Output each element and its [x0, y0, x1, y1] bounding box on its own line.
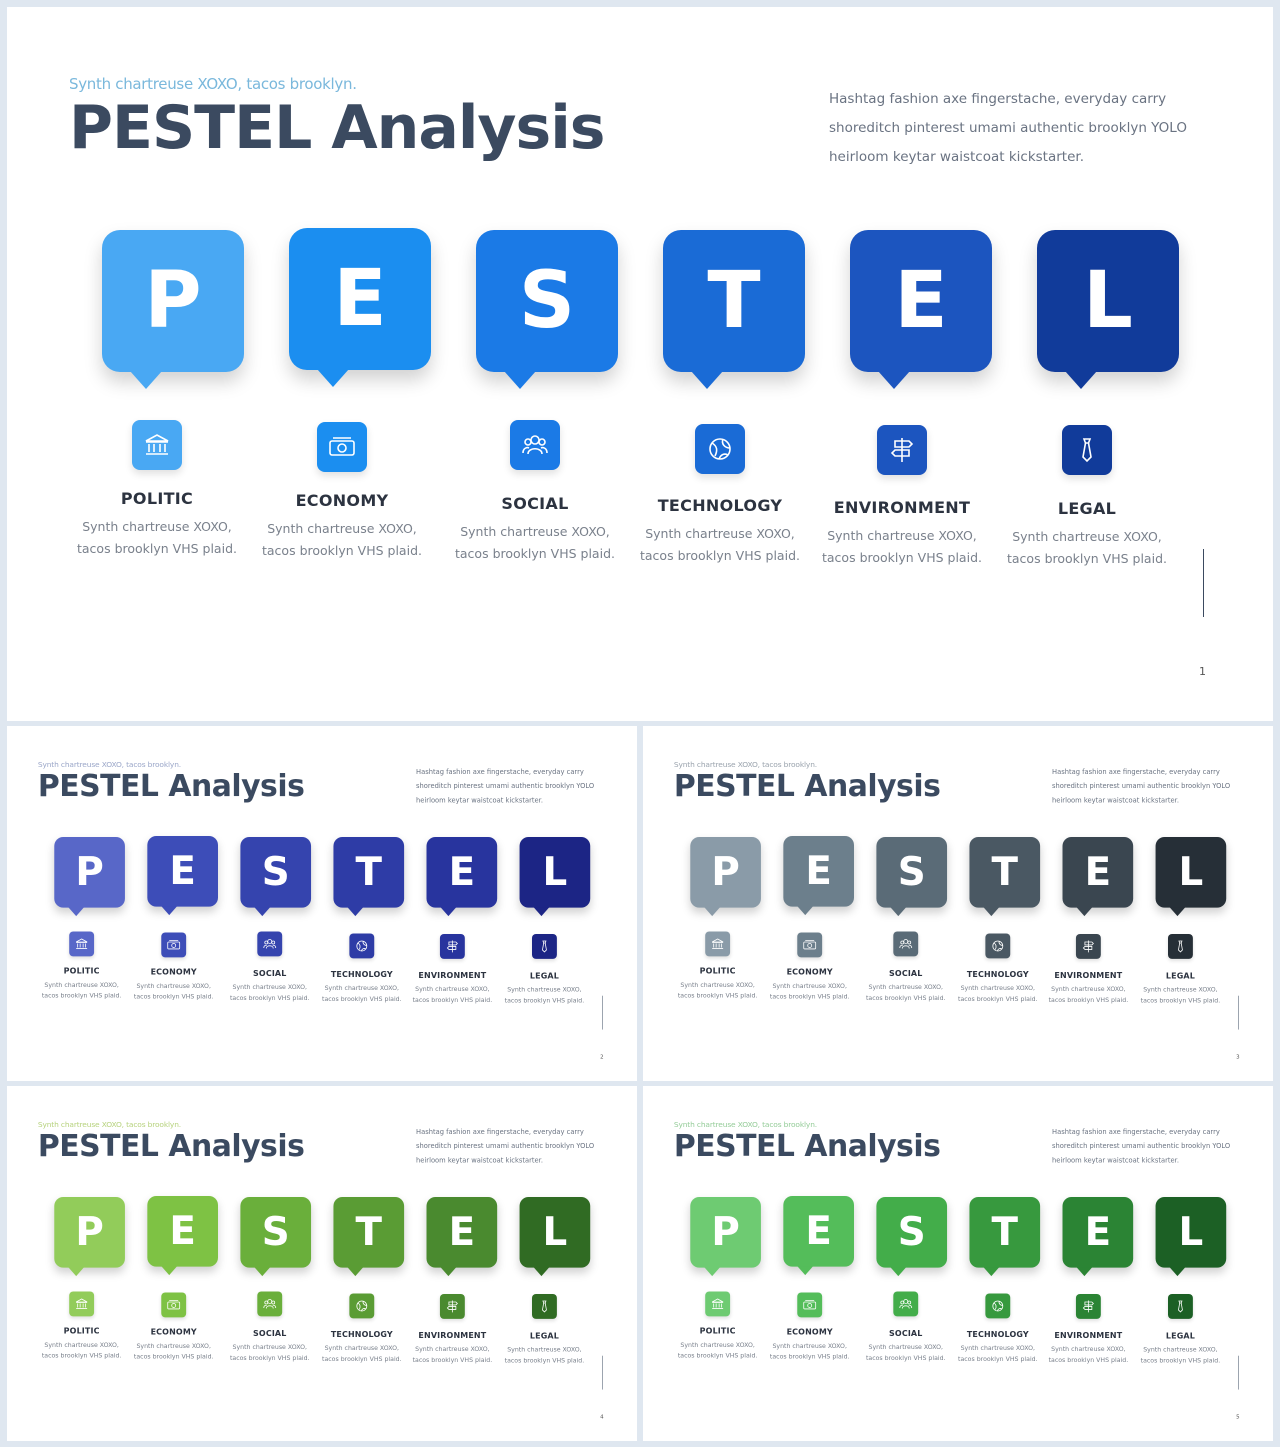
- pestel-card-social: [876, 837, 947, 908]
- pestel-text: Synth chartreuse XOXO, tacos brooklyn VHS plaid.: [455, 524, 615, 561]
- pestel-text: Synth chartreuse XOXO, tacos brooklyn VHS plaid.: [322, 984, 402, 1003]
- pestel-card-economy: [783, 1196, 854, 1267]
- slide-description: Hashtag fashion axe fingerstache, everyday carry shoreditch pinterest umami authentic brooklyn YOLO heirloom keytar waistcoat kickstarter.: [829, 91, 1187, 165]
- pestel-label: LEGAL: [1165, 1330, 1195, 1341]
- pestel-letter: S: [261, 849, 290, 895]
- people-icon: [893, 932, 918, 957]
- page-number: 5: [1236, 1413, 1240, 1420]
- pestel-letter: P: [75, 849, 104, 895]
- pestel-card-technology: [969, 1197, 1040, 1268]
- bank-icon: [705, 932, 730, 957]
- pestel-text: Synth chartreuse XOXO, tacos brooklyn VHS plaid.: [229, 983, 310, 1002]
- pestel-card-environment: [427, 1197, 498, 1268]
- pestel-letter: L: [1178, 849, 1204, 895]
- people-icon: [893, 1292, 918, 1317]
- pestel-letter: E: [169, 1208, 196, 1254]
- pestel-letter: E: [805, 1208, 832, 1254]
- pestel-label: ECONOMY: [786, 1326, 833, 1337]
- people-icon: [510, 420, 560, 470]
- pestel-card-politic: [690, 837, 761, 908]
- pestel-letter: T: [707, 256, 761, 346]
- pestel-label: ECONOMY: [150, 966, 197, 977]
- pestel-label: ECONOMY: [150, 1326, 197, 1337]
- bank-icon: [69, 932, 94, 957]
- pestel-letter: E: [448, 849, 476, 895]
- pestel-text: Synth chartreuse XOXO, tacos brooklyn VHS plaid.: [822, 528, 982, 565]
- pestel-card-technology: [333, 1197, 404, 1268]
- slide-subtitle: Synth chartreuse XOXO, tacos brooklyn.: [37, 759, 182, 769]
- pestel-text: Synth chartreuse XOXO, tacos brooklyn VHS plaid.: [769, 1341, 850, 1361]
- pestel-label: POLITIC: [63, 1325, 100, 1336]
- pestel-card-environment: [1063, 1197, 1134, 1268]
- signpost-icon: [440, 1294, 465, 1319]
- pestel-card-social: [876, 1197, 947, 1268]
- pestel-card-technology: [663, 230, 805, 372]
- pestel-text: Synth chartreuse XOXO, tacos brooklyn VHS plaid.: [229, 1343, 310, 1362]
- pestel-letter: T: [991, 849, 1019, 895]
- pestel-label: POLITIC: [120, 489, 194, 508]
- pestel-text: Synth chartreuse XOXO, tacos brooklyn VHS plaid.: [677, 1340, 758, 1360]
- signpost-icon: [877, 425, 927, 475]
- pestel-letter: E: [894, 256, 948, 346]
- pestel-card-legal: [1156, 1197, 1227, 1268]
- pestel-label: POLITIC: [63, 965, 100, 976]
- pestel-letter: E: [169, 848, 196, 894]
- money-icon: [317, 422, 367, 472]
- money-icon: [161, 933, 186, 958]
- pestel-label: LEGAL: [529, 1330, 559, 1341]
- globe-icon: [349, 934, 374, 959]
- pestel-text: Synth chartreuse XOXO, tacos brooklyn VHS plaid.: [640, 526, 800, 563]
- pestel-card-social: [240, 1197, 311, 1268]
- pestel-text: Synth chartreuse XOXO, tacos brooklyn VHS plaid.: [322, 1344, 402, 1363]
- pestel-card-environment: [427, 837, 498, 908]
- slide-subtitle: Synth chartreuse XOXO, tacos brooklyn.: [37, 1119, 182, 1129]
- pestel-label: POLITIC: [699, 1325, 736, 1336]
- pestel-card-politic: [690, 1197, 761, 1268]
- pestel-card-legal: [1037, 230, 1179, 372]
- divider-line: [1203, 549, 1204, 617]
- pestel-card-politic: [54, 1197, 125, 1268]
- pestel-card-environment: [1063, 837, 1134, 908]
- slide-description: Hashtag fashion axe fingerstache, everyday carry shoreditch pinterest umami authentic brooklyn YOLO heirloom keytar waistcoat kickstarter.: [416, 1127, 595, 1165]
- globe-icon: [695, 424, 745, 474]
- pestel-text: Synth chartreuse XOXO, tacos brooklyn VHS plaid.: [1140, 985, 1221, 1005]
- pestel-letter: P: [711, 1209, 740, 1255]
- slide-title: PESTEL Analysis: [37, 768, 305, 804]
- bank-icon: [705, 1292, 730, 1317]
- pestel-card-environment: [850, 230, 992, 372]
- globe-icon: [349, 1294, 374, 1319]
- pestel-text: Synth chartreuse XOXO, tacos brooklyn VHS plaid.: [1007, 529, 1167, 566]
- pestel-label: ENVIRONMENT: [418, 970, 487, 980]
- pestel-text: Synth chartreuse XOXO, tacos brooklyn VHS plaid.: [133, 981, 214, 1001]
- pestel-text: Synth chartreuse XOXO, tacos brooklyn VHS plaid.: [865, 983, 946, 1002]
- pestel-text: Synth chartreuse XOXO, tacos brooklyn VHS plaid.: [1048, 985, 1129, 1004]
- pestel-label: TECHNOLOGY: [966, 1329, 1029, 1339]
- page-number: 1: [1199, 665, 1206, 678]
- pestel-label: ECONOMY: [295, 491, 389, 510]
- pestel-text: Synth chartreuse XOXO, tacos brooklyn VHS plaid.: [958, 1344, 1038, 1363]
- pestel-label: TECHNOLOGY: [966, 969, 1029, 979]
- money-icon: [797, 1293, 822, 1318]
- tie-icon: [532, 934, 557, 959]
- pestel-card-social: [240, 837, 311, 908]
- signpost-icon: [440, 934, 465, 959]
- pestel-text: Synth chartreuse XOXO, tacos brooklyn VHS plaid.: [1048, 1345, 1129, 1364]
- pestel-letter: S: [261, 1209, 290, 1255]
- pestel-letter: S: [518, 256, 576, 346]
- pestel-label: SOCIAL: [889, 968, 923, 978]
- pestel-label: ENVIRONMENT: [418, 1330, 487, 1340]
- pestel-letter: E: [805, 848, 832, 894]
- page-number: 4: [600, 1413, 604, 1420]
- people-icon: [257, 932, 282, 957]
- signpost-icon: [1076, 1294, 1101, 1319]
- globe-icon: [985, 934, 1010, 959]
- people-icon: [257, 1292, 282, 1317]
- slide-5[interactable]: [643, 1086, 1273, 1441]
- pestel-letter: P: [144, 256, 202, 346]
- pestel-text: Synth chartreuse XOXO, tacos brooklyn VHS plaid.: [677, 980, 758, 1000]
- pestel-letter: L: [1178, 1209, 1204, 1255]
- pestel-card-economy: [147, 1196, 218, 1267]
- pestel-letter: S: [897, 849, 926, 895]
- pestel-text: Synth chartreuse XOXO, tacos brooklyn VHS plaid.: [412, 985, 493, 1004]
- pestel-label: ENVIRONMENT: [1054, 1330, 1123, 1340]
- pestel-letter: T: [355, 1209, 383, 1255]
- pestel-label: LEGAL: [529, 970, 559, 981]
- money-icon: [161, 1293, 186, 1318]
- slide-title: PESTEL Analysis: [69, 93, 605, 163]
- slide-title: PESTEL Analysis: [673, 1128, 941, 1164]
- slide-description: Hashtag fashion axe fingerstache, everyday carry shoreditch pinterest umami authentic brooklyn YOLO heirloom keytar waistcoat kickstarter.: [1052, 767, 1231, 805]
- slide-1[interactable]: [7, 7, 1273, 721]
- pestel-label: TECHNOLOGY: [330, 1329, 393, 1339]
- slide-subtitle: Synth chartreuse XOXO, tacos brooklyn.: [673, 759, 818, 769]
- pestel-letter: E: [1084, 849, 1112, 895]
- pestel-card-politic: [102, 230, 244, 372]
- money-icon: [797, 933, 822, 958]
- pestel-text: Synth chartreuse XOXO, tacos brooklyn VHS plaid.: [958, 984, 1038, 1003]
- pestel-text: Synth chartreuse XOXO, tacos brooklyn VHS plaid.: [769, 981, 850, 1001]
- pestel-letter: E: [448, 1209, 476, 1255]
- tie-icon: [1062, 425, 1112, 475]
- pestel-label: ENVIRONMENT: [833, 498, 971, 517]
- pestel-label: LEGAL: [1057, 499, 1117, 518]
- pestel-card-economy: [783, 836, 854, 907]
- pestel-label: LEGAL: [1165, 970, 1195, 981]
- slide-4[interactable]: [7, 1086, 637, 1441]
- pestel-label: SOCIAL: [889, 1328, 923, 1338]
- page-number: 3: [1236, 1053, 1240, 1060]
- pestel-card-technology: [969, 837, 1040, 908]
- pestel-text: Synth chartreuse XOXO, tacos brooklyn VHS plaid.: [133, 1341, 214, 1361]
- tie-icon: [1168, 1294, 1193, 1319]
- slide-title: PESTEL Analysis: [37, 1128, 305, 1164]
- pestel-letter: L: [542, 1209, 568, 1255]
- pestel-text: Synth chartreuse XOXO, tacos brooklyn VHS plaid.: [262, 521, 422, 558]
- slide-title: PESTEL Analysis: [673, 768, 941, 804]
- pestel-letter: S: [897, 1209, 926, 1255]
- pestel-letter: L: [542, 849, 568, 895]
- slide-2[interactable]: [7, 726, 637, 1081]
- pestel-label: TECHNOLOGY: [330, 969, 393, 979]
- pestel-card-economy: [289, 228, 431, 370]
- slide-subtitle: Synth chartreuse XOXO, tacos brooklyn.: [69, 75, 357, 93]
- pestel-text: Synth chartreuse XOXO, tacos brooklyn VHS plaid.: [412, 1345, 493, 1364]
- pestel-letter: T: [991, 1209, 1019, 1255]
- pestel-label: SOCIAL: [253, 1328, 287, 1338]
- pestel-card-legal: [520, 1197, 591, 1268]
- pestel-letter: E: [1084, 1209, 1112, 1255]
- tie-icon: [532, 1294, 557, 1319]
- pestel-text: Synth chartreuse XOXO, tacos brooklyn VHS plaid.: [77, 519, 237, 556]
- pestel-text: Synth chartreuse XOXO, tacos brooklyn VHS plaid.: [504, 985, 585, 1005]
- pestel-letter: L: [1083, 256, 1133, 346]
- pestel-card-politic: [54, 837, 125, 908]
- slide-description: Hashtag fashion axe fingerstache, everyday carry shoreditch pinterest umami authentic brooklyn YOLO heirloom keytar waistcoat kickstarter.: [416, 767, 595, 805]
- pestel-card-technology: [333, 837, 404, 908]
- pestel-text: Synth chartreuse XOXO, tacos brooklyn VHS plaid.: [1140, 1345, 1221, 1365]
- pestel-card-legal: [520, 837, 591, 908]
- pestel-card-economy: [147, 836, 218, 907]
- pestel-card-social: [476, 230, 618, 372]
- slide-description: Hashtag fashion axe fingerstache, everyday carry shoreditch pinterest umami authentic brooklyn YOLO heirloom keytar waistcoat kickstarter.: [1052, 1127, 1231, 1165]
- pestel-label: ECONOMY: [786, 966, 833, 977]
- bank-icon: [132, 420, 182, 470]
- globe-icon: [985, 1294, 1010, 1319]
- tie-icon: [1168, 934, 1193, 959]
- pestel-text: Synth chartreuse XOXO, tacos brooklyn VHS plaid.: [41, 980, 122, 1000]
- pestel-label: POLITIC: [699, 965, 736, 976]
- pestel-text: Synth chartreuse XOXO, tacos brooklyn VHS plaid.: [504, 1345, 585, 1365]
- signpost-icon: [1076, 934, 1101, 959]
- pestel-letter: T: [355, 849, 383, 895]
- slide-3[interactable]: [643, 726, 1273, 1081]
- slide-subtitle: Synth chartreuse XOXO, tacos brooklyn.: [673, 1119, 818, 1129]
- page-number: 2: [600, 1053, 604, 1060]
- pestel-card-legal: [1156, 837, 1227, 908]
- pestel-text: Synth chartreuse XOXO, tacos brooklyn VHS plaid.: [865, 1343, 946, 1362]
- pestel-letter: P: [711, 849, 740, 895]
- pestel-label: SOCIAL: [253, 968, 287, 978]
- bank-icon: [69, 1292, 94, 1317]
- pestel-text: Synth chartreuse XOXO, tacos brooklyn VHS plaid.: [41, 1340, 122, 1360]
- pestel-label: TECHNOLOGY: [657, 496, 783, 515]
- pestel-label: ENVIRONMENT: [1054, 970, 1123, 980]
- pestel-letter: P: [75, 1209, 104, 1255]
- pestel-letter: E: [333, 254, 387, 344]
- pestel-label: SOCIAL: [501, 494, 569, 513]
